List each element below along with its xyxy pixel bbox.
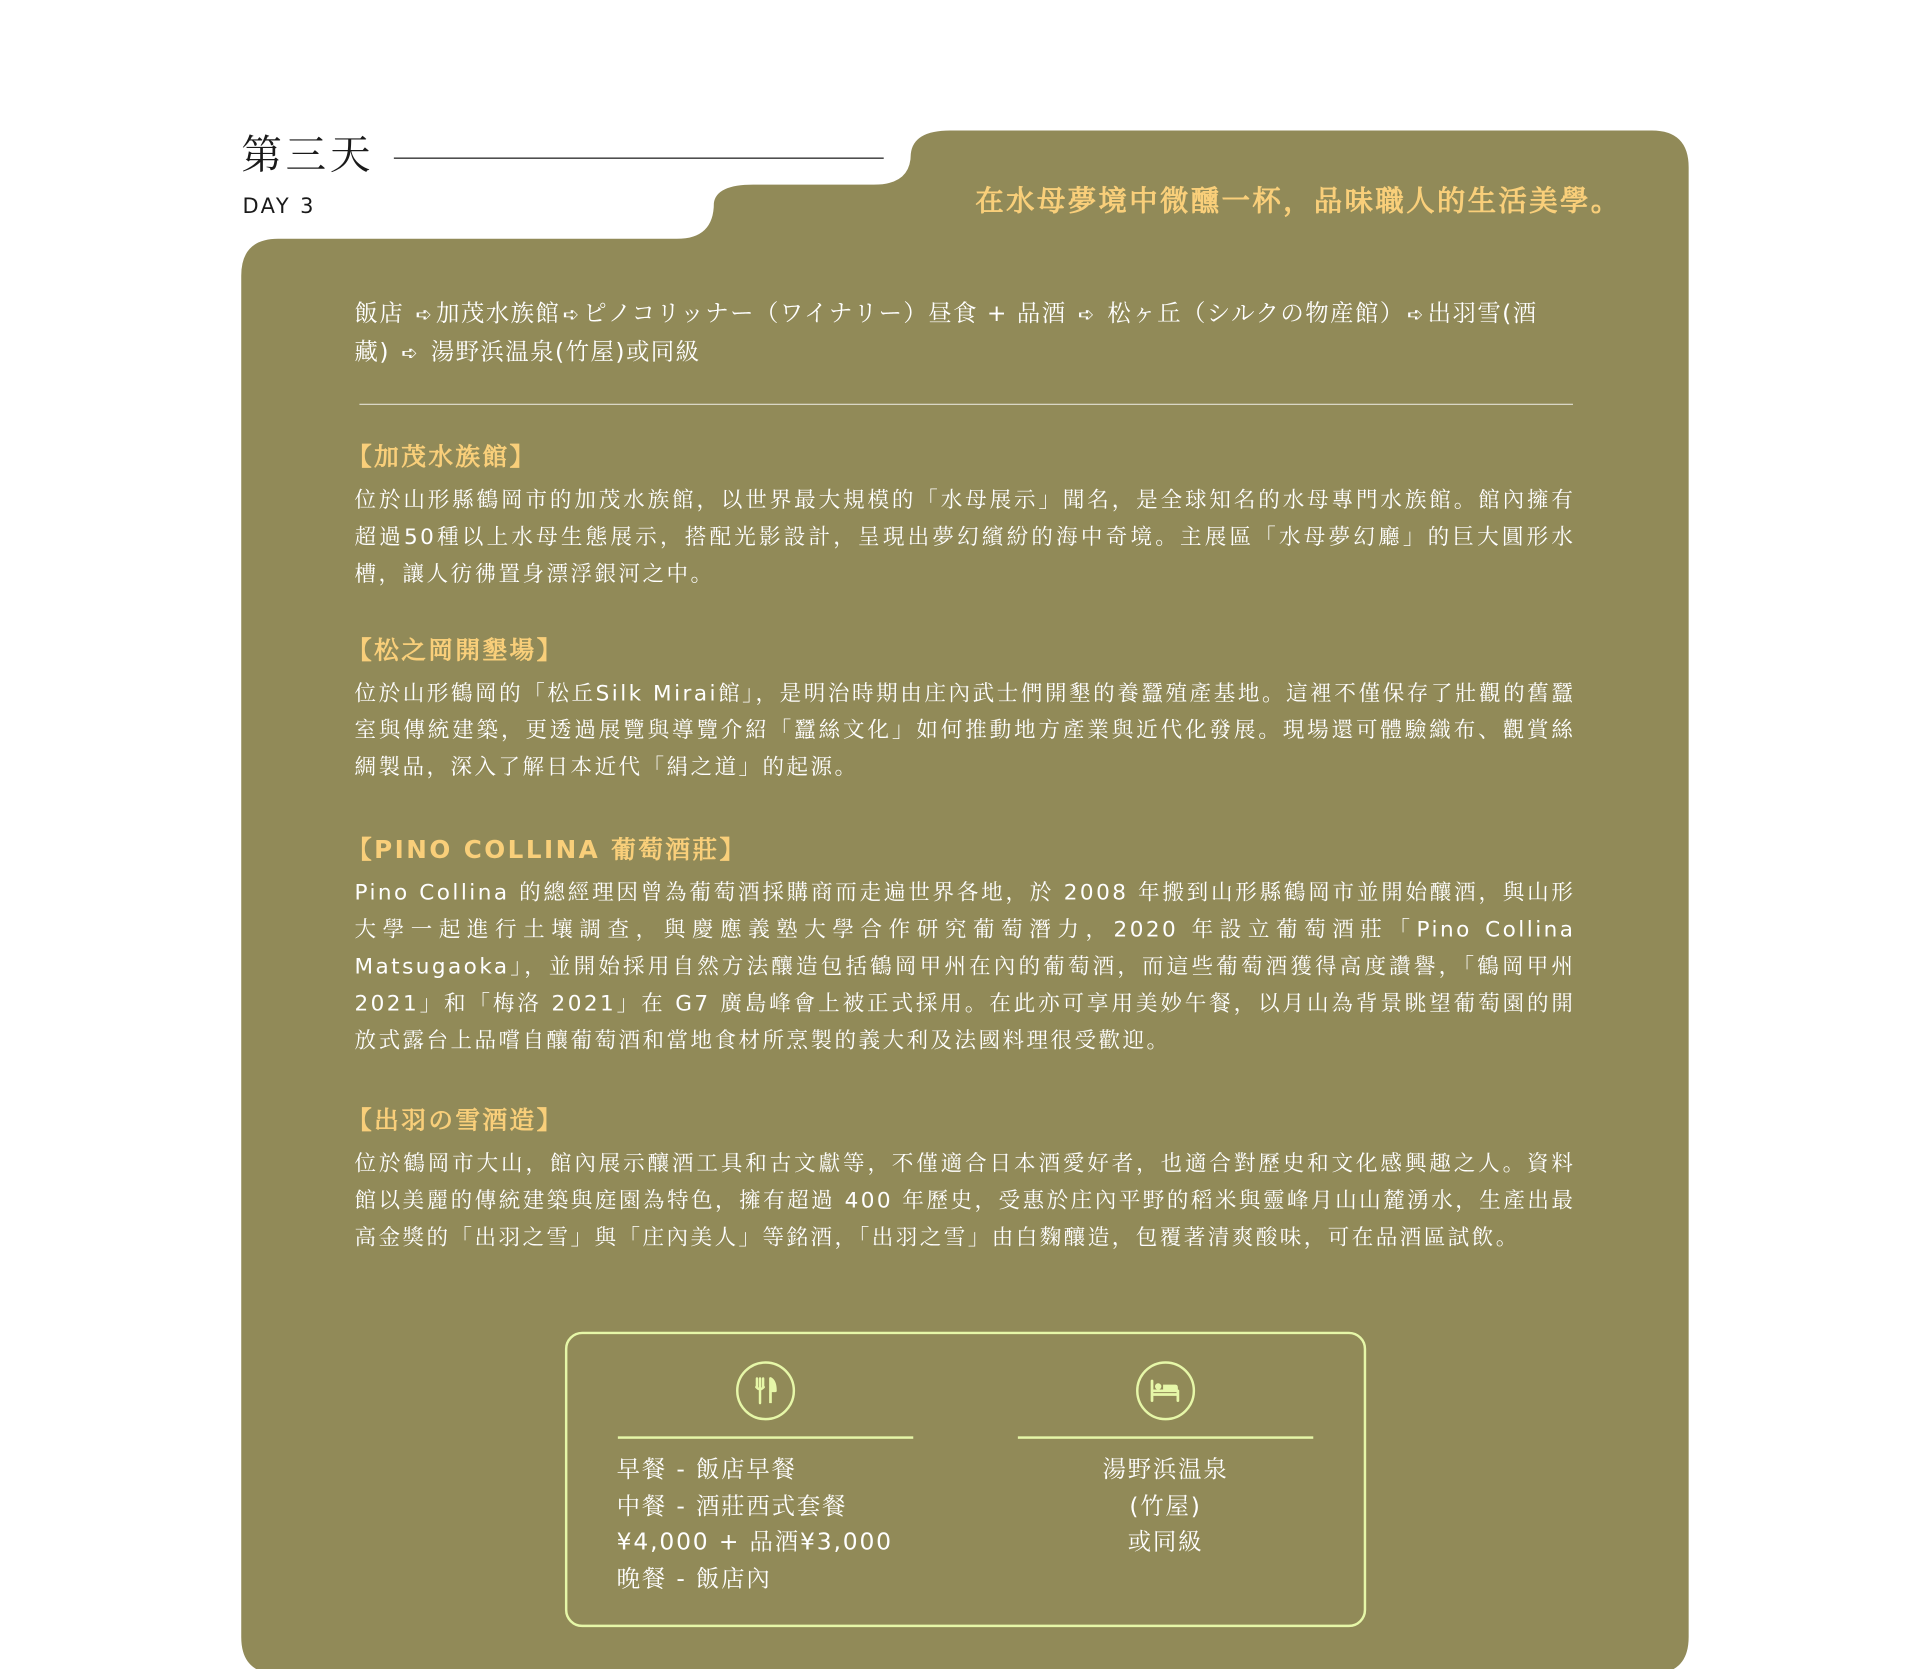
route-stop: 出羽雪(酒藏) xyxy=(354,300,1538,366)
lodging-info xyxy=(1018,1452,1313,1561)
title-divider xyxy=(394,158,884,159)
bed-icon xyxy=(1136,1361,1195,1420)
arrow-right-icon: ➪ xyxy=(1407,302,1426,327)
route-stop: ピノコリッナー（ワイナリー）昼食 + 品酒 xyxy=(583,300,1067,328)
route-stop: 飯店 xyxy=(354,300,405,328)
section-heading: 【PINO COLLINA 葡萄酒莊】 xyxy=(347,834,747,865)
arrow-right-icon: ➪ xyxy=(415,302,434,327)
meal-item: 中餐 - 酒莊西式套餐 xyxy=(616,1492,848,1520)
utensils-icon xyxy=(736,1361,795,1420)
section-dewa-no-yuki xyxy=(347,1104,1576,1257)
route-itinerary xyxy=(354,295,1572,371)
route-stop: 松ヶ丘（シルクの物産館） xyxy=(1107,300,1405,328)
meal-item: 晚餐 - 飯店內 xyxy=(616,1564,772,1593)
meals-list xyxy=(617,1452,893,1597)
arrow-right-icon: ➪ xyxy=(1078,302,1097,327)
day-title: 第三天 xyxy=(241,130,375,179)
section-body: Pino Collina 的總經理因曾為葡萄酒採購商而走遍世界各地，於 2008 年搬到山形縣鶴岡市並開始釀酒，與山形大學一起進行土壤調查，與慶應義塾大學合作研究葡萄潛力，2020 年設立葡萄酒莊「Pino Collina Matsugaoka」，並開始採用自然方法釀造包括鶴岡甲州在內的葡萄酒，而這些葡萄酒獲得高度讚譽，「鶴岡甲州 2021」和「梅洛 2021」在 G7 廣島峰會上被正式採用。在此亦可享用美妙午餐，以月山為背景眺望葡萄園的開放式露台上品嚐自釀葡萄酒和當地食材所烹製的義大利及法國料理很受歡迎。 xyxy=(354,881,1576,1054)
section-heading: 【出羽の雪酒造】 xyxy=(347,1105,564,1135)
meal-item: ¥4,000 + 品酒¥3,000 xyxy=(616,1528,893,1556)
arrow-right-icon: ➪ xyxy=(562,302,581,327)
section-body: 位於山形鶴岡的「松丘Silk Mirai館」，是明治時期由庄內武士們開墾的養蠶殖產基地。這裡不僅保存了壯觀的舊蠶室與傳統建築，更透過展覽與導覽介紹「蠶絲文化」如何推動地方產業與近代化發展。現場還可體驗織布、觀賞絲綢製品，深入了解日本近代「絹之道」的起源。 xyxy=(354,681,1576,781)
section-body: 位於山形縣鶴岡市的加茂水族館，以世界最大規模的「水母展示」聞名，是全球知名的水母專門水族館。館內擁有超過50種以上水母生態展示，搭配光影設計，呈現出夢幻繽紛的海中奇境。主展區「水母夢幻廳」的巨大圓形水槽，讓人彷彿置身漂浮銀河之中。 xyxy=(354,488,1576,588)
section-kamo-aquarium xyxy=(347,441,1576,594)
section-body: 位於鶴岡市大山，館內展示釀酒工具和古文獻等，不僅適合日本酒愛好者，也適合對歷史和文化感興趣之人。資料館以美麗的傳統建築與庭園為特色，擁有超過 400 年歷史，受惠於庄內平野的稻米與靈峰月山山麓湧水，生產出最高金獎的「出羽之雪」與「庄內美人」等銘酒，「出羽之雪」由白麴釀造，包覆著清爽酸味，可在品酒區試飲。 xyxy=(354,1152,1576,1251)
lodging-line: 或同級 xyxy=(1127,1528,1204,1556)
lodging-line: (竹屋) xyxy=(1129,1492,1202,1520)
route-stop: 湯野浜温泉(竹屋)或同級 xyxy=(430,338,701,366)
section-heading: 【加茂水族館】 xyxy=(347,441,537,472)
section-heading: 【松之岡開墾場】 xyxy=(347,635,564,665)
section-pino-collina xyxy=(347,833,1576,1059)
lodging-line: 湯野浜温泉 xyxy=(1102,1456,1229,1484)
meals-divider xyxy=(618,1436,913,1438)
day-subtitle: DAY 3 xyxy=(242,194,316,220)
section-matsugaoka xyxy=(347,634,1576,787)
tagline: 在水母夢境中微醺一杯，品味職人的生活美學。 xyxy=(975,185,1622,218)
arrow-right-icon: ➪ xyxy=(401,340,420,365)
meal-item: 早餐 - 飯店早餐 xyxy=(616,1456,797,1484)
route-stop: 加茂水族館 xyxy=(436,300,561,328)
route-divider xyxy=(359,404,1573,405)
lodging-divider xyxy=(1018,1436,1313,1438)
meal-lodging-box xyxy=(565,1332,1366,1627)
